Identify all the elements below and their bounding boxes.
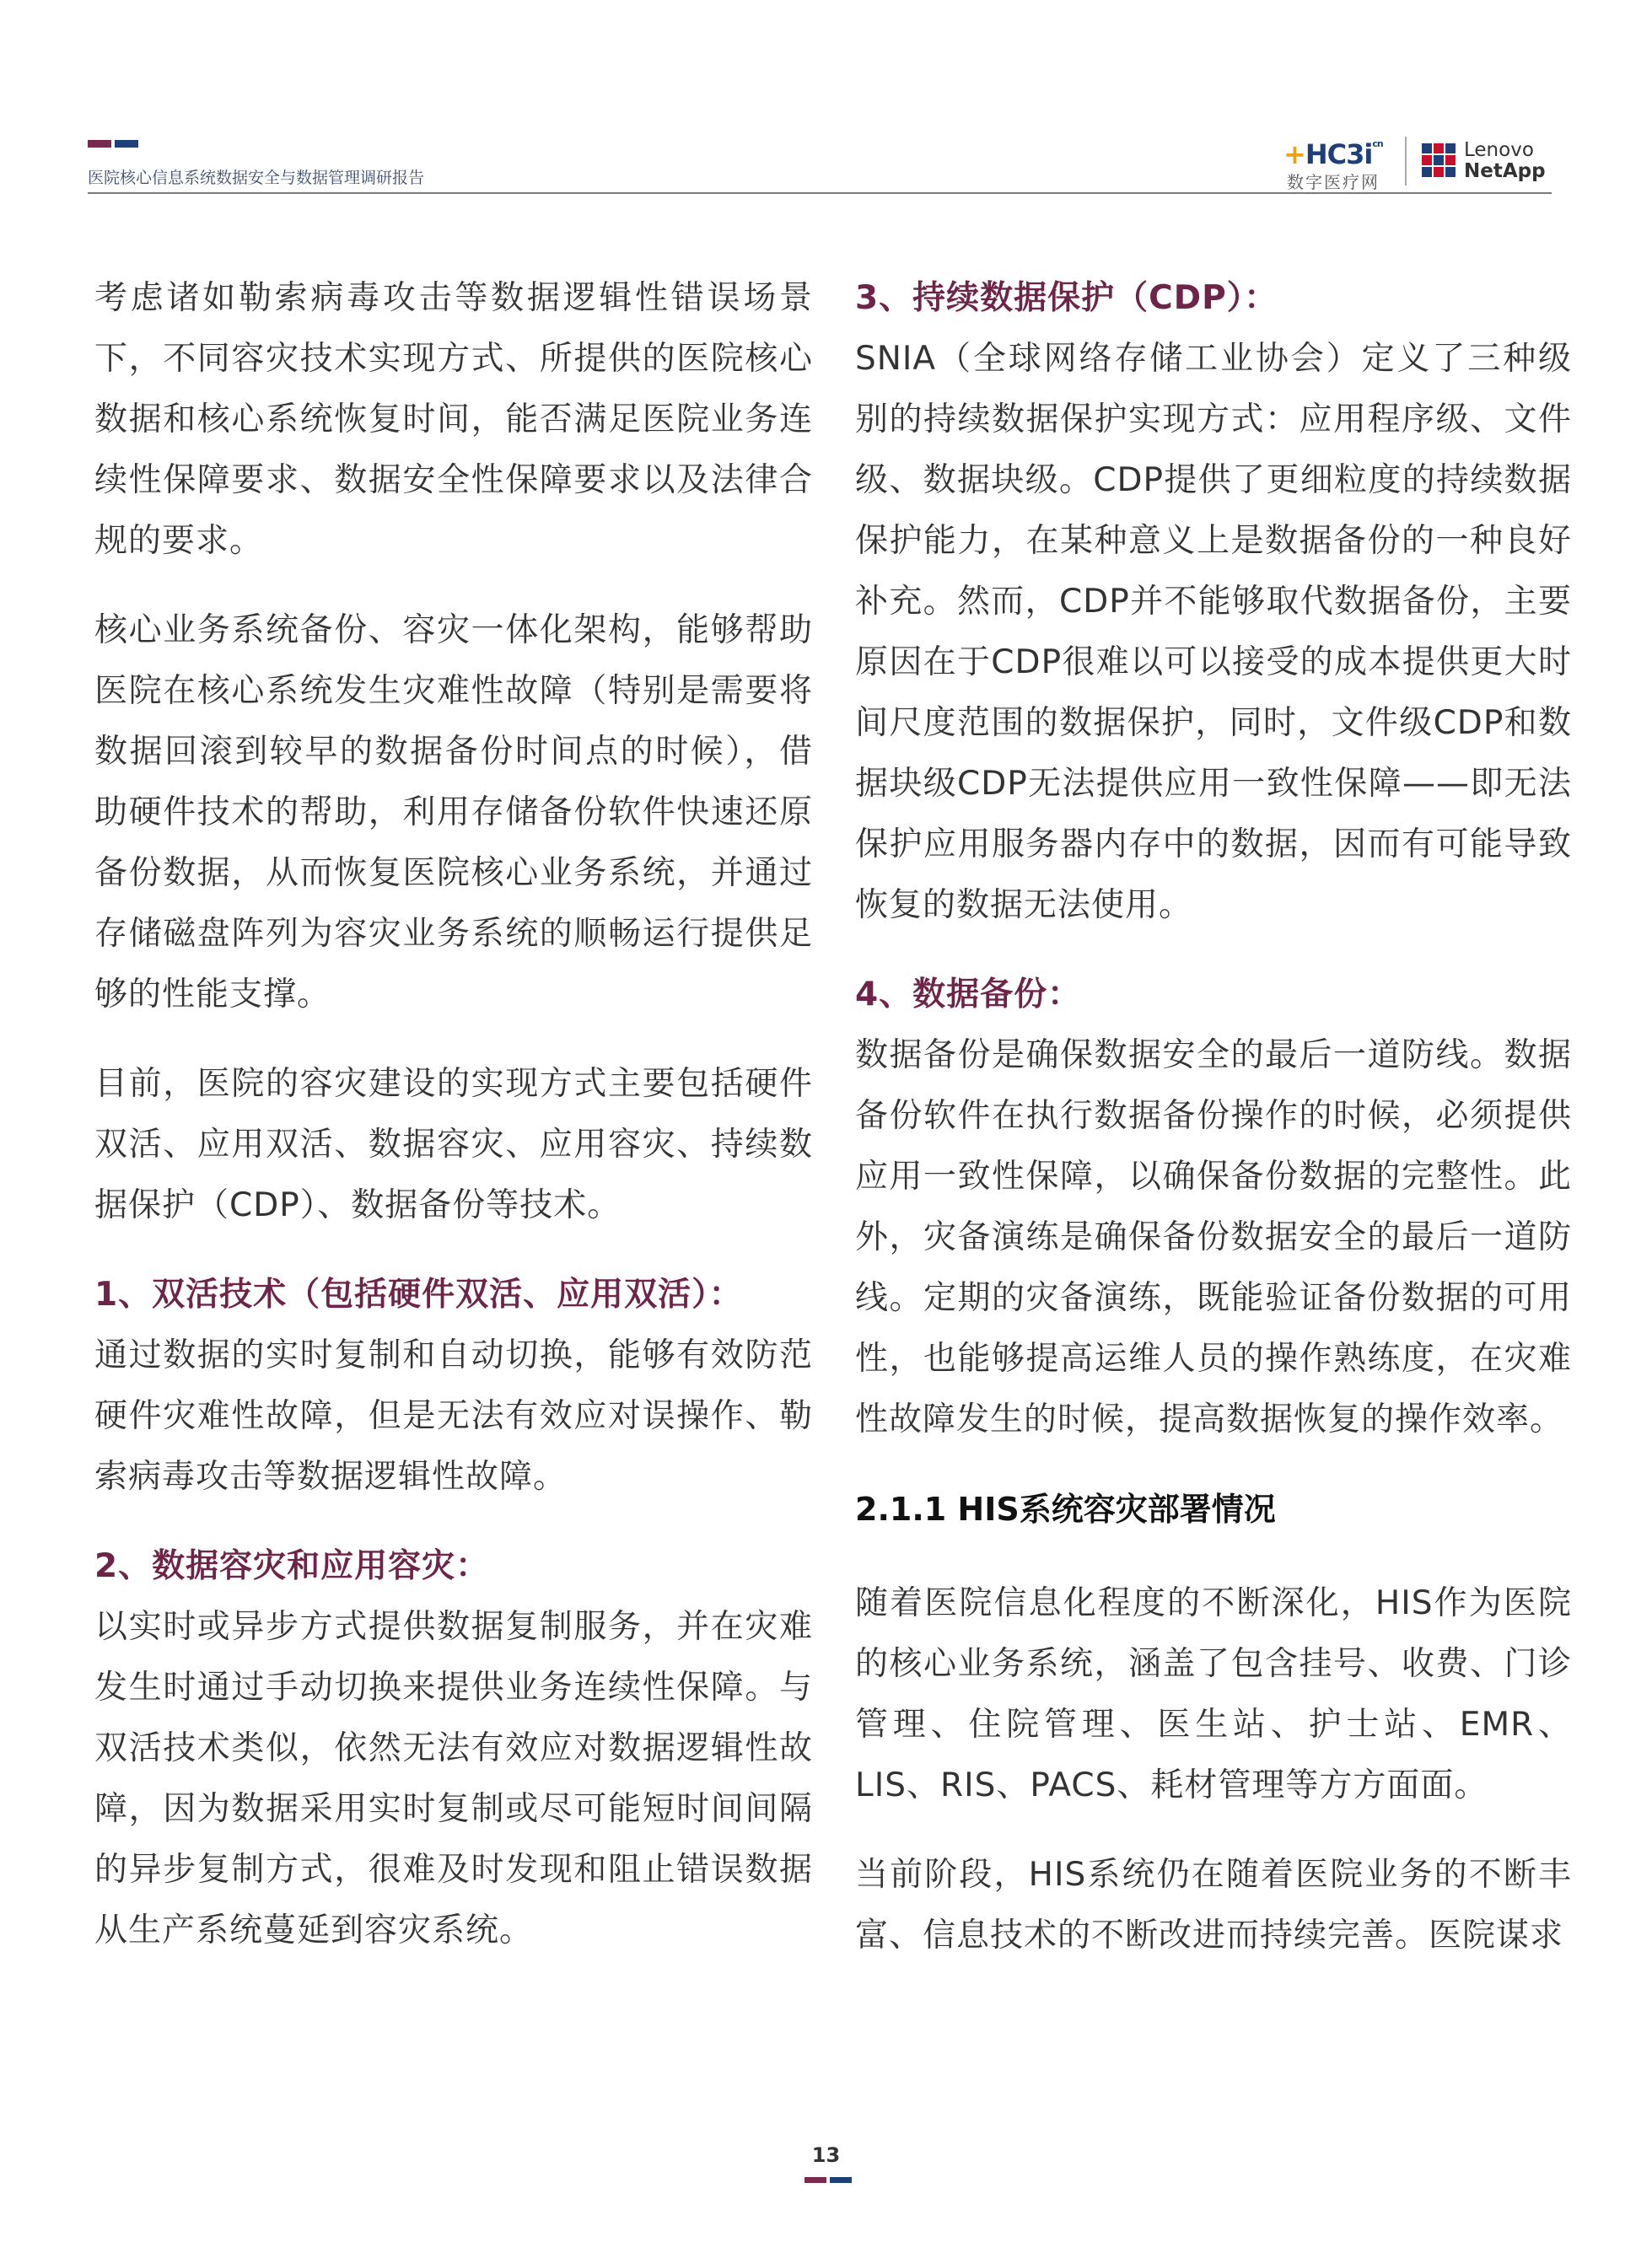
page-number: 13	[811, 2143, 841, 2167]
subheading-cdp: 3、持续数据保护（CDP）：	[855, 279, 1278, 317]
accent-bar-navy	[115, 140, 138, 148]
paragraph: 以实时或异步方式提供数据复制服务，并在灾难发生时通过手动切换来提供业务连续性保障。与双活技术类似，依然无法有效应对数据逻辑性故障，因为数据采用实时复制或尽可能短时间间隔的异步复制方式，很难及时发现和阻止错误数据从生产系统蔓延到容灾系统。	[94, 1608, 813, 1949]
paragraph: SNIA（全球网络存储工业协会）定义了三种级别的持续数据保护实现方式：应用程序级、文件级、数据块级。CDP提供了更细粒度的持续数据保护能力，在某种意义上是数据备份的一种良好补充。然而，CDP并不能够取代数据备份，主要原因在于CDP很难以可以接受的成本提供更大时间尺度范围的数据保护，同时，文件级CDP和数据块级CDP无法提供应用一致性保障——即无法保护应用服务器内存中的数据，因而有可能导致恢复的数据无法使用。	[855, 340, 1572, 924]
hc3i-logo	[1283, 135, 1395, 192]
paragraph: 考虑诸如勒索病毒攻击等数据逻辑性错误场景下，不同容灾技术实现方式、所提供的医院核心数据和核心系统恢复时间，能否满足医院业务连续性保障要求、数据安全性保障要求以及法律合规的要求。	[94, 279, 813, 560]
paragraph: 当前阶段，HIS系统仍在随着医院业务的不断丰富、信息技术的不断改进而持续完善。医院谋求	[855, 1856, 1572, 1954]
accent-bar-maroon	[88, 140, 111, 148]
lenovo-netapp-logo	[1422, 140, 1557, 184]
paragraph: 数据备份是确保数据安全的最后一道防线。数据备份软件在执行数据备份操作的时候，必须提供应用一致性保障，以确保备份数据的完整性。此外，灾备演练是确保备份数据安全的最后一道防线。定期的灾备演练，既能验证备份数据的可用性，也能够提高运维人员的操作熟练度，在灾难性故障发生的时候，提高数据恢复的操作效率。	[855, 1036, 1572, 1438]
paragraph: 通过数据的实时复制和自动切换，能够有效防范硬件灾难性故障，但是无法有效应对误操作、勒索病毒攻击等数据逻辑性故障。	[94, 1336, 813, 1496]
subheading-data-app-dr: 2、数据容灾和应用容灾：	[94, 1547, 490, 1585]
paragraph: 核心业务系统备份、容灾一体化架构，能够帮助医院在核心系统发生灾难性故障（特别是需要将数据回滚到较早的数据备份时间点的时候），借助硬件技术的帮助，利用存储备份软件快速还原备份数据，从而恢复医院核心业务系统，并通过存储磁盘阵列为容灾业务系统的顺畅运行提供足够的性能支撑。	[94, 611, 813, 1013]
accent-bar-maroon	[804, 2177, 826, 2183]
lenovo-grid-icon	[1422, 143, 1456, 177]
subheading-backup: 4、数据备份：	[855, 976, 1082, 1013]
left-column	[94, 268, 813, 1961]
right-column	[855, 268, 1572, 1966]
logo-separator	[1405, 137, 1407, 185]
report-title: 医院核心信息系统数据安全与数据管理调研报告	[88, 169, 425, 187]
subheading-active-active: 1、双活技术（包括硬件双活、应用双活）：	[94, 1276, 743, 1314]
hc3i-logo-subtitle: 数字医疗网	[1287, 172, 1380, 192]
lenovo-netapp-wordmark: Lenovo NetApp	[1464, 139, 1546, 182]
section-title: 2.1.1 HIS系统容灾部署情况	[855, 1491, 1276, 1528]
header-accent-bars	[88, 140, 138, 148]
paragraph: 随着医院信息化程度的不断深化，HIS作为医院的核心业务系统，涵盖了包含挂号、收费、门诊管理、住院管理、医生站、护士站、EMR、LIS、RIS、PACS、耗材管理等方方面面。	[855, 1584, 1572, 1804]
hc3i-logo-mark: $+HC3i^{cn}$	[1283, 138, 1383, 170]
footer-accent-bars	[804, 2177, 853, 2183]
paragraph: 目前，医院的容灾建设的实现方式主要包括硬件双活、应用双活、数据容灾、应用容灾、持续数据保护（CDP）、数据备份等技术。	[94, 1065, 813, 1224]
accent-bar-navy	[830, 2177, 852, 2183]
